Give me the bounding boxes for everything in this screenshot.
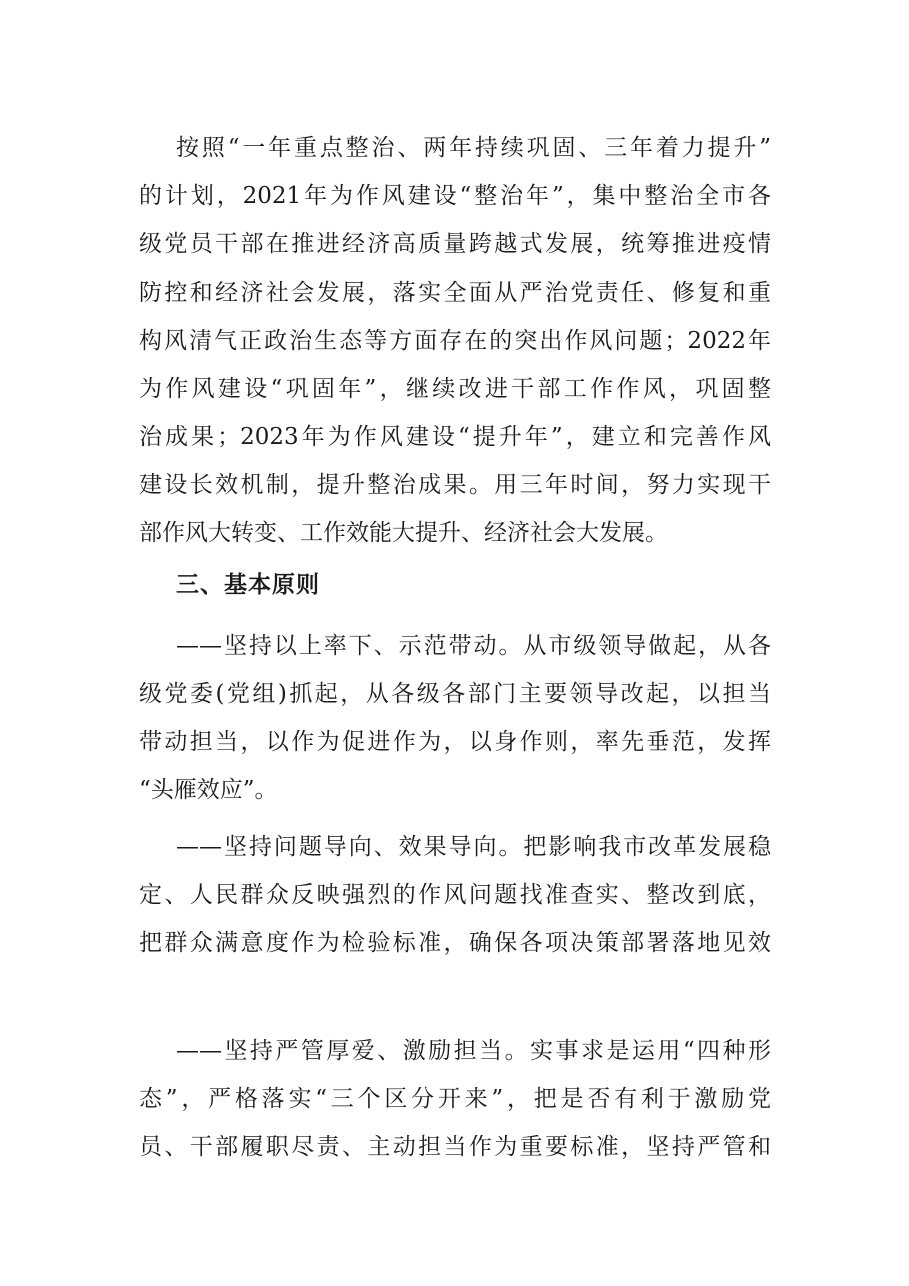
paragraph-line: 为作风建设“巩固年”，继续改进干部工作作风，巩固整 [139, 376, 771, 402]
paragraph-line: 带动担当，以作为促进作为，以身作则，率先垂范，发挥 [139, 729, 771, 755]
paragraph-line: “头雁效应”。 [139, 777, 278, 803]
paragraph-line: 部作风大转变、工作效能大提升、经济社会大发展。 [139, 520, 668, 546]
paragraph-line: 建设长效机制，提升整治成果。用三年时间，努力实现干 [139, 472, 771, 498]
paragraph-line: ——坚持以上率下、示范带动。从市级领导做起，从各 [176, 633, 771, 659]
paragraph-line: 级党员干部在推进经济高质量跨越式发展，统筹推进疫情 [139, 231, 771, 257]
paragraph-line: 员、干部履职尽责、主动担当作为重要标准，坚持严管和 [139, 1134, 771, 1160]
paragraph-line: ——坚持问题导向、效果导向。把影响我市改革发展稳 [176, 834, 771, 860]
paragraph-line: 态”，严格落实“三个区分开来”，把是否有利于激励党 [139, 1086, 771, 1112]
paragraph-line: ——坚持严管厚爱、激励担当。实事求是运用“四种形 [176, 1038, 771, 1064]
section-heading: 三、基本原则 [176, 572, 320, 598]
paragraph-line: 把群众满意度作为检验标准，确保各项决策部署落地见效 [139, 930, 771, 956]
paragraph-line: 级党委(党组)抓起，从各级各部门主要领导改起，以担当 [139, 681, 771, 707]
paragraph-line: 治成果；2023年为作风建设“提升年”，建立和完善作风 [139, 424, 771, 450]
paragraph-line: 构风清气正政治生态等方面存在的突出作风问题；2022年 [139, 328, 771, 354]
paragraph-line: 防控和经济社会发展，落实全面从严治党责任、修复和重 [139, 280, 771, 306]
paragraph-line: 定、人民群众反映强烈的作风问题找准查实、整改到底， [139, 882, 771, 908]
paragraph-line: 的计划，2021年为作风建设“整治年”，集中整治全市各 [139, 183, 771, 209]
paragraph-line: 按照“一年重点整治、两年持续巩固、三年着力提升” [176, 135, 771, 161]
